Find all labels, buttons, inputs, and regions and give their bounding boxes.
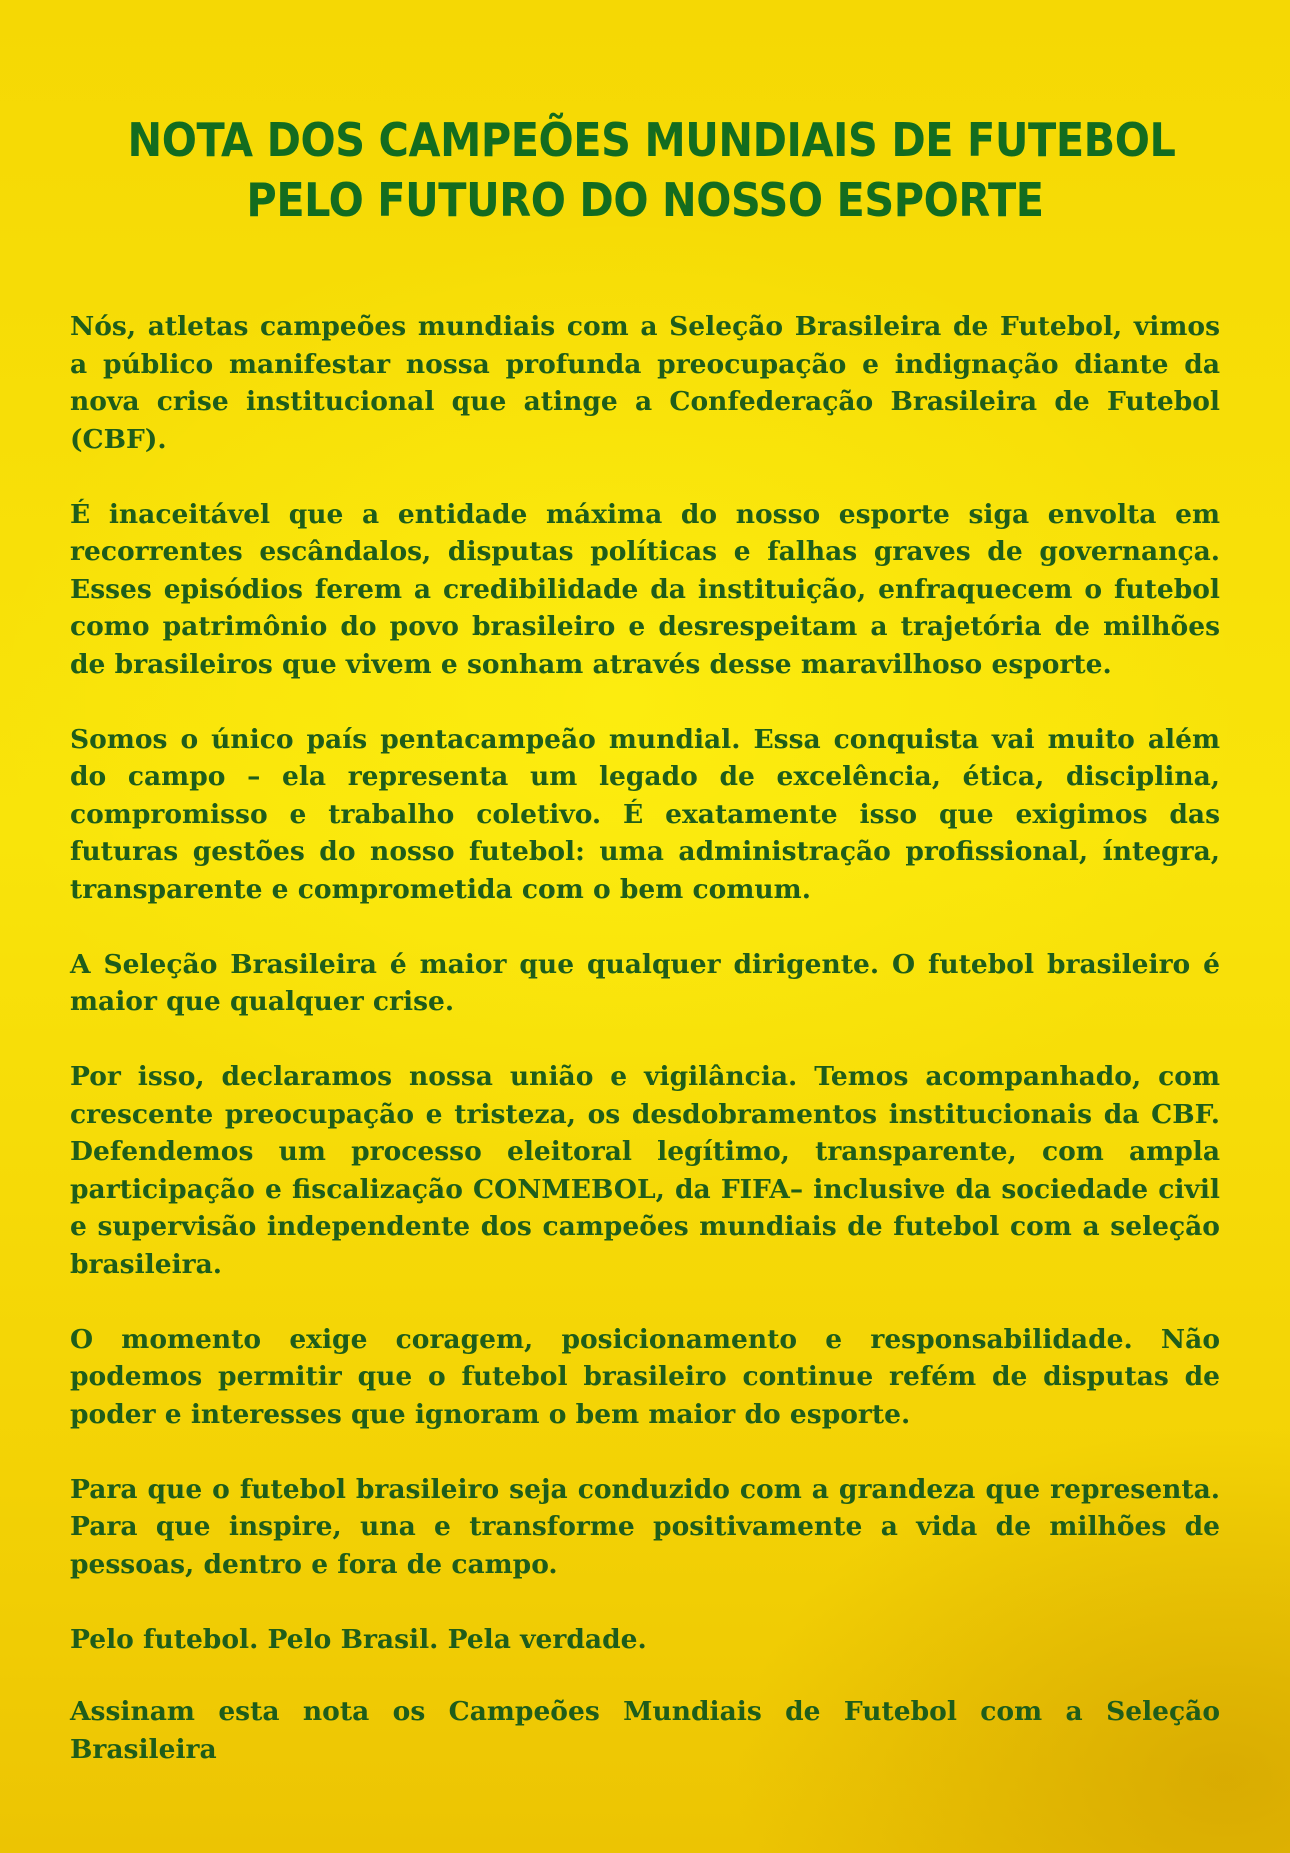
paragraph-signature: Assinam esta nota os Campeões Mundiais de Futebol com a Seleção Brasileira (70, 1696, 1220, 1765)
paragraph-coragem: O momento exige coragem, posicionamento e responsabilidade. Não podemos permitir que o futebol brasileiro continue refém de disputas de poder e interesses que ignoram o bem maior do esporte. (70, 1323, 1220, 1430)
paragraph-motto: Pelo futebol. Pelo Brasil. Pela verdade. (70, 1623, 647, 1655)
paragraph-pentacampeao: Somos o único país pentacampeão mundial. Essa conquista vai muito além do campo – ela representa um legado de excelência, ética, disciplina, compromisso e trabalho coletivo. É exatamente isso que exigimos das futuras gestões do nosso futebol: uma administração profissional, íntegra, transparente e comprometida com o bem comum. (70, 723, 1220, 905)
paragraph-intro: Nós, atletas campeões mundiais com a Seleção Brasileira de Futebol, vimos a público manifestar nossa profunda preocupação e indignação diante da nova crise institucional que atinge a Confederação Brasileira de Futebol (CBF). (70, 311, 1220, 455)
document-title (127, 110, 1176, 230)
title-line-2: PELO FUTURO DO NOSSO ESPORTE (246, 173, 1044, 227)
paragraph-uniao-vigilancia: Por isso, declaramos nossa união e vigilância. Temos acompanhado, com crescente preocupação e tristeza, os desdobramentos institucionais da CBF. Defendemos um processo eleitoral legítimo, transparente, com ampla participação e fiscalização CONMEBOL, da FIFA– inclusive da sociedade civil e supervisão independente dos campeões mundiais de futebol com a seleção brasileira. (70, 1061, 1220, 1280)
document-body (70, 308, 1220, 1768)
title-line-1: NOTA DOS CAMPEÕES MUNDIAIS DE FUTEBOL (127, 113, 1176, 167)
paragraph-governance: É inaceitável que a entidade máxima do nosso esporte siga envolta em recorrentes escândalos, disputas políticas e falhas graves de governança. Esses episódios ferem a credibilidade da instituição, enfraquecem o futebol como patrimônio do povo brasileiro e desrespeitam a trajetória de milhões de brasileiros que vivem e sonham através desse maravilhoso esporte. (70, 498, 1220, 680)
paragraph-grandeza: Para que o futebol brasileiro seja conduzido com a grandeza que representa. Para que inspire, una e transforme positivamente a vida de milhões de pessoas, dentro e fora de campo. (70, 1473, 1220, 1580)
paragraph-selecao-maior: A Seleção Brasileira é maior que qualquer dirigente. O futebol brasileiro é maior que qualquer crise. (70, 948, 1220, 1017)
